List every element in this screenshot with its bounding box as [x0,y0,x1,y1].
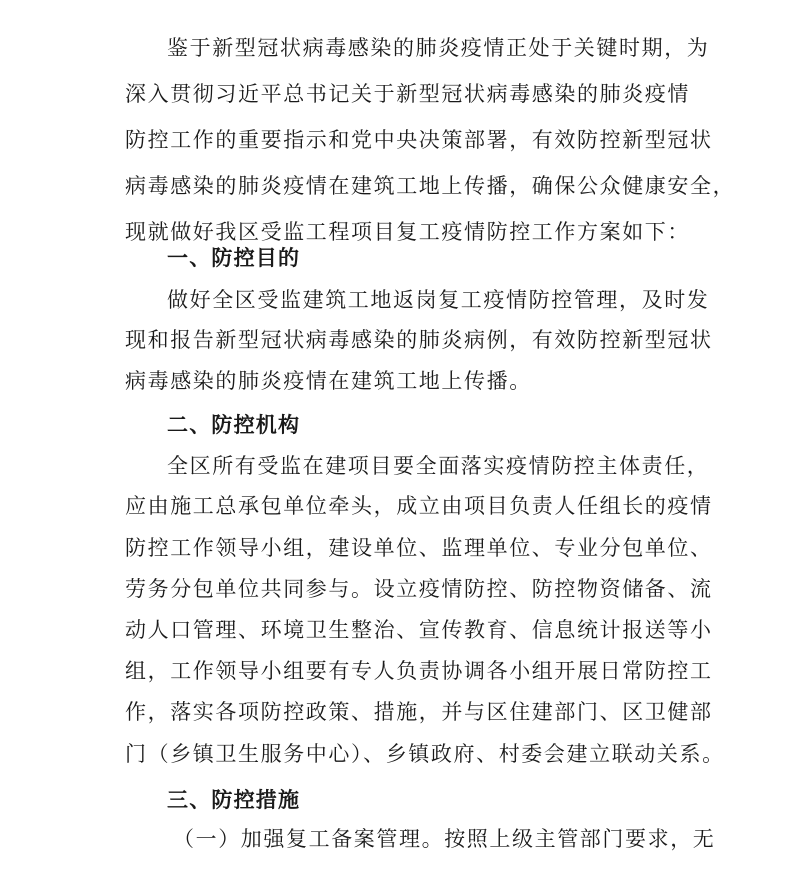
section2-line: 防控工作领导小组，建设单位、监理单位、专业分包单位、 [125,536,713,560]
section1-line: 做好全区受监建筑工地返岗复工疫情防控管理，及时发 [167,288,710,312]
section-heading-1: 一、防控目的 [167,246,301,270]
intro-line: 防控工作的重要指示和党中央决策部署，有效防控新型冠状 [125,128,713,152]
section2-line: 全区所有受监在建项目要全面落实疫情防控主体责任， [167,454,710,478]
section2-line: 动人口管理、环境卫生整治、宣传教育、信息统计报送等小 [125,618,713,642]
section2-line: 劳务分包单位共同参与。设立疫情防控、防控物资储备、流 [125,577,713,601]
section2-line: 作，落实各项防控政策、措施，并与区住建部门、区卫健部 [125,700,713,724]
section2-line: 组，工作领导小组要有专人负责协调各小组开展日常防控工 [125,659,713,683]
intro-line: 病毒感染的肺炎疫情在建筑工地上传播，确保公众健康安全， [125,174,736,198]
section-heading-3: 三、防控措施 [167,788,301,812]
intro-line: 现就做好我区受监工程项目复工疫情防控工作方案如下： [125,220,690,244]
intro-line: 鉴于新型冠状病毒感染的肺炎疫情正处于关键时期，为 [167,36,710,60]
section1-line: 现和报告新型冠状病毒感染的肺炎病例，有效防控新型冠状 [125,328,713,352]
section1-line: 病毒感染的肺炎疫情在建筑工地上传播。 [125,369,532,393]
intro-line: 深入贯彻习近平总书记关于新型冠状病毒感染的肺炎疫情 [125,82,690,106]
section-heading-2: 二、防控机构 [167,413,301,437]
section2-line: 门（乡镇卫生服务中心）、乡镇政府、村委会建立联动关系。 [125,742,725,766]
section3-line: （一）加强复工备案管理。按照上级主管部门要求，无 [173,827,716,851]
section2-line: 应由施工总承包单位牵头，成立由项目负责人任组长的疫情 [125,494,713,518]
